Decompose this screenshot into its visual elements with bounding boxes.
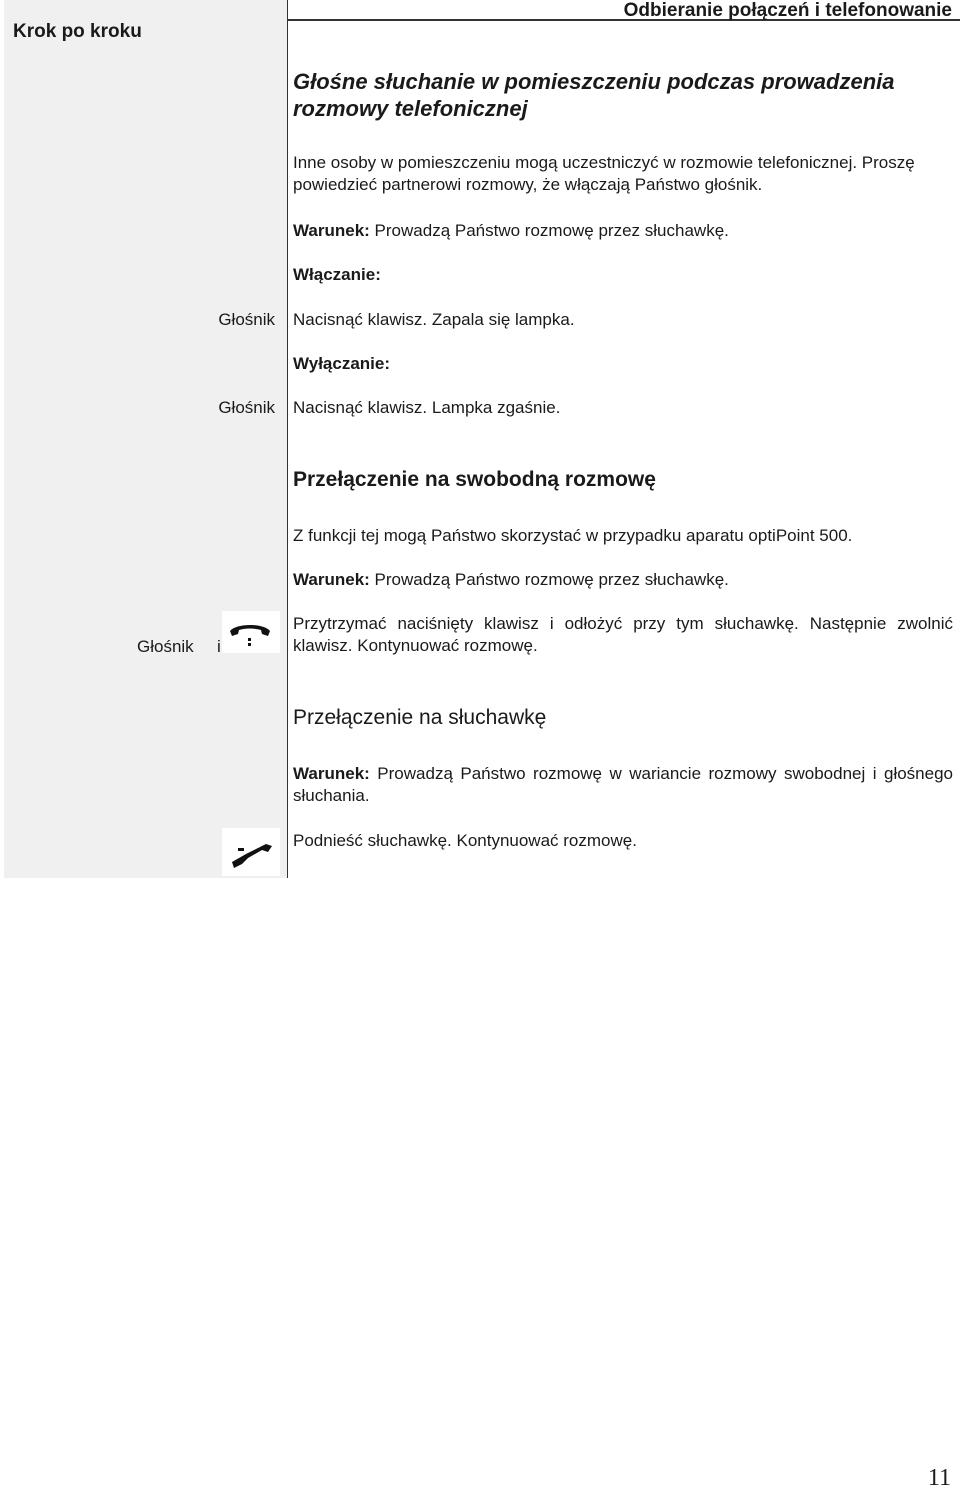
condition-label: Warunek: <box>293 764 370 783</box>
switch-off-label: Wyłączanie: <box>293 354 391 373</box>
speaker-key-label: Głośnik <box>137 637 194 656</box>
condition-line <box>293 763 953 807</box>
handset-lift-icon <box>222 828 280 876</box>
intro-paragraph: Z funkcji tej mogą Państwo skorzystać w przypadku aparatu optiPoint 500. <box>293 526 853 545</box>
switch-on-label: Włączanie: <box>293 265 381 284</box>
condition-label: Warunek: <box>293 570 370 589</box>
condition-text: Prowadzą Państwo rozmowę w wariancie rozmowy swobodnej i głośnego słuchania. <box>293 764 953 805</box>
condition-text: Prowadzą Państwo rozmowę przez słuchawkę. <box>369 570 729 589</box>
page-number: 11 <box>927 1465 951 1491</box>
step-instruction: Podnieść słuchawkę. Kontynuować rozmowę. <box>293 831 637 850</box>
heading-handsfree: Przełączenie na swobodną rozmowę <box>293 468 656 491</box>
intro-paragraph: Inne osoby w pomieszczeniu mogą uczestniczyć w rozmowie telefonicznej. Proszę powiedzieć partnerowi rozmowy, że włączają Państwo głośnik. <box>293 153 915 194</box>
section-title: Odbieranie połączeń i telefonowanie <box>623 0 952 21</box>
condition-line <box>293 220 953 242</box>
connector-text: i <box>217 637 221 656</box>
condition-line <box>293 569 953 591</box>
step-instruction: Przytrzymać naciśnięty klawisz i odłożyć przy tym słuchawkę. Następnie zwolnić klawisz. Kontynuować rozmowę. <box>293 614 953 655</box>
speaker-key-label: Głośnik <box>218 398 275 417</box>
condition-label: Warunek: <box>293 221 370 240</box>
switch-off-instruction: Nacisnąć klawisz. Lampka zgaśnie. <box>293 398 561 417</box>
switch-on-instruction: Nacisnąć klawisz. Zapala się lampka. <box>293 310 575 329</box>
speaker-key-label: Głośnik <box>218 310 275 329</box>
heading-loudspeaker-listening: Głośne słuchanie w pomieszczeniu podczas prowadzenia rozmowy telefonicznej <box>293 69 895 121</box>
heading-switch-to-handset: Przełączenie na słuchawkę <box>293 706 547 729</box>
sidebar-column <box>4 0 288 878</box>
condition-text: Prowadzą Państwo rozmowę przez słuchawkę. <box>369 221 729 240</box>
handset-hang-up-icon <box>222 611 280 653</box>
sidebar-title: Krok po kroku <box>13 21 142 42</box>
